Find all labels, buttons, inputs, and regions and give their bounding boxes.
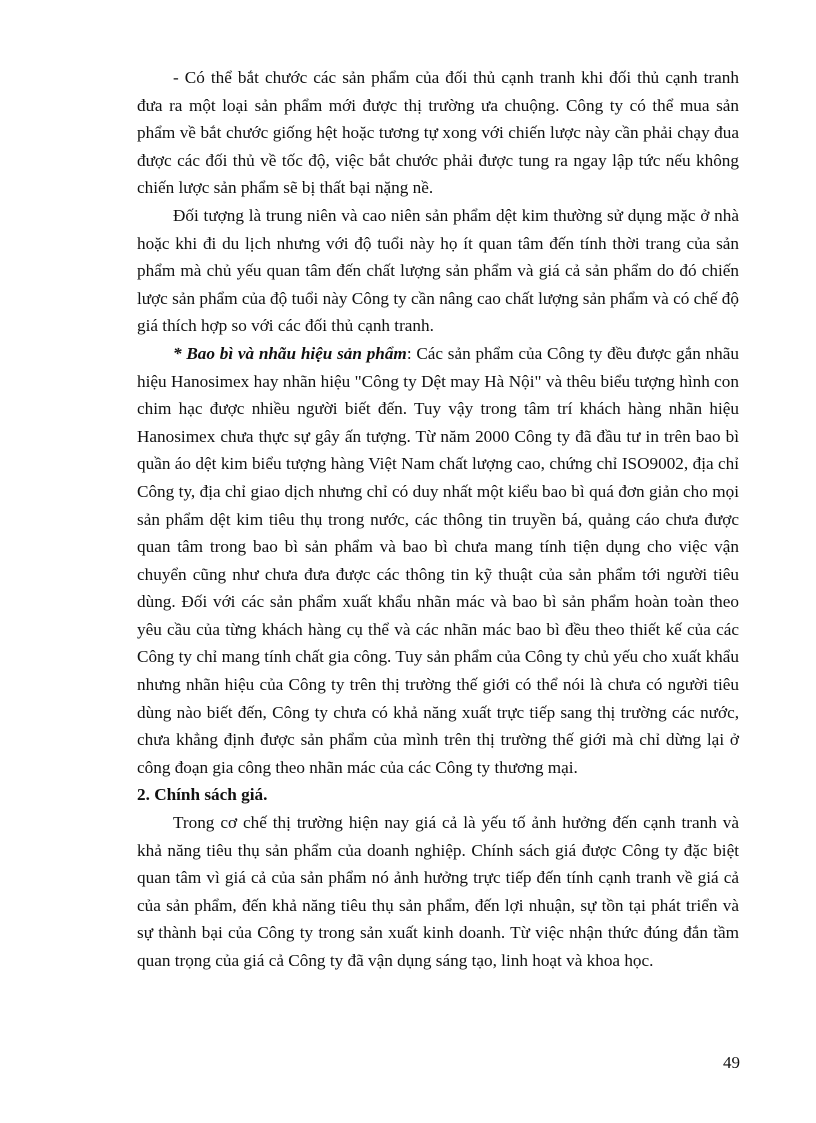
paragraph-target-age-group: Đối tượng là trung niên và cao niên sản phẩm dệt kim thường sử dụng mặc ở nhà hoặc khi đi du lịch nhưng với độ tuổi này họ ít quan tâm đến tính thời trang của sản phẩm mà chủ yếu quan tâm đến chất lượng sản phẩm và giá cả sản phẩm do đó chiến lược sản phẩm của độ tuổi này Công ty cần nâng cao chất lượng sản phẩm và có chế độ giá thích hợp so với các đối thủ cạnh tranh.: [137, 205, 739, 336]
paragraph-pricing-policy: Trong cơ chế thị trường hiện nay giá cả là yếu tố ảnh hưởng đến cạnh tranh và khả năng tiêu thụ sản phẩm của doanh nghiệp. Chính sách giá được Công ty đặc biệt quan tâm vì giá cả của sản phẩm nó ảnh hưởng trực tiếp đến tính cạnh tranh về giá cả của sản phẩm, đến khả năng tiêu thụ sản phẩm, đến lợi nhuận, sự tồn tại phát triển và sự thành bại của Công ty trong sản xuất kinh doanh. Từ việc nhận thức đúng đắn tầm quan trọng của giá cả Công ty đã vận dụng sáng tạo, linh hoạt và khoa học.: [137, 813, 739, 970]
paragraph-imitation-strategy: - Có thể bắt chước các sản phẩm của đối thủ cạnh tranh khi đối thủ cạnh tranh đưa ra một loại sản phẩm mới được thị trường ưa chuộng. Công ty có thể mua sản phẩm về bắt chước giống hệt hoặc tương tự xong với chiến lược này cần phải chạy đua được các đối thủ về tốc độ, việc bắt chước phải được tung ra ngay lập tức nếu không chiến lược sản phẩm sẽ bị thất bại nặng nề.: [137, 68, 739, 198]
paragraph-packaging: [137, 340, 739, 782]
page-number: 49: [723, 1053, 740, 1072]
document-page: [137, 64, 739, 975]
packaging-lead: * Bao bì và nhãu hiệu sản phẩm: [173, 343, 407, 363]
section-heading-pricing: 2. Chính sách giá.: [137, 785, 268, 805]
packaging-text: : Các sản phẩm của Công ty đều được gắn nhãu hiệu Hanosimex hay nhãn hiệu "Công ty Dệt may Hà Nội" và thêu biểu tượng hình con chim hạc được nhiều người biết đến. Tuy vậy trong tâm trí khách hàng nhãn hiệu Hanosimex chưa thực sự gây ấn tượng. Từ năm 2000 Công ty đã đầu tư in trên bao bì quần áo dệt kim biểu tượng hàng Việt Nam chất lượng cao, chứng chỉ ISO9002, địa chỉ Công ty, địa chỉ giao dịch nhưng chỉ có duy nhất một kiểu bao bì quá đơn giản cho mọi sản phẩm dệt kim tiêu thụ trong nước, các thông tin truyền bá, quảng cáo chưa được quan tâm trong bao bì sản phẩm và bao bì chưa mang tính tiện dụng cho việc vận chuyển cũng như chưa đưa được các thông tin kỹ thuật của sản phẩm tới người tiêu dùng. Đối với các sản phẩm xuất khẩu nhãn mác và bao bì sản phẩm hoàn toàn theo yêu cầu của từng khách hàng cụ thể và các nhãn mác bao bì đều theo thiết kế của các Công ty chỉ mang tính chất gia công. Tuy sản phẩm của Công ty chủ yếu cho xuất khẩu nhưng nhãn hiệu của Công ty trên thị trường thế giới có thể nói là chưa có người tiêu dùng nào biết đến, Công ty chưa có khả năng xuất trực tiếp sang thị trường các nước, chưa khẳng định được sản phẩm của mình trên thị trường thế giới mà chỉ dừng lại ở công đoạn gia công theo nhãn mác của các Công ty thương mại.: [137, 343, 739, 777]
